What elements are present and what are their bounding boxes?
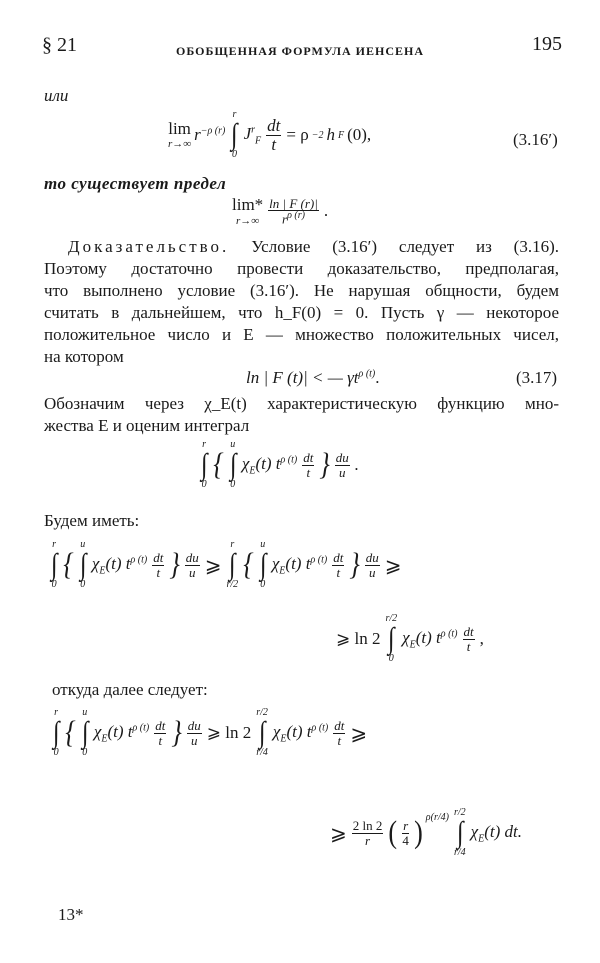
text-ili: или: [44, 86, 69, 105]
running-title: ОБОБЩЕННАЯ ФОРМУЛА ИЕНСЕНА: [176, 44, 425, 58]
text-budem: Будем иметь:: [44, 511, 140, 530]
lim-operator: lim r→∞: [168, 118, 192, 151]
section-number: § 21: [42, 34, 77, 56]
text-exists-limit: то существует предел: [44, 174, 227, 193]
proof-paragraph: Доказательство. Условие (3.16′) следует из (3.16). Поэтому достаточно провести доказательство, предполагая, что выполнено условие (3.16′). Не нарушая общности, будем считать в дальнейшем, что h_F(0) = 0. Пусть γ — некоторое положительное число и E — множество положительных чисел, на котором: [44, 237, 560, 366]
inequality-1-line-1: r ∫ 0 { u ∫ 0 $\chi_E(t)$ $t^{\rho (t)}$ $\frac{dt}{t}$ } $\frac{du}{u}$ ⩾ r ∫ r/2 { u ∫ 0 $\chi_E(t)$ $t^{\rho (t)}$ $\frac{dt}{t}$ } $\frac{du}{u}$ ⩾: [50, 539, 402, 590]
equation-3-16-prime: lim r→∞ $r^{-\rho (r)}$ r ∫ 0 $J^r_F$ $\frac{dt}{t}$ = ρ −2 h F (0),: [168, 109, 372, 160]
double-integral: r ∫ 0 { u ∫ 0 $\chi_E(t)$ $t^{\rho (t)}$ $\frac{dt}{t}$ } $\frac{du}{u}$ .: [200, 439, 359, 490]
inequality-2-line-2: ⩾ $\frac{2 \ln 2}{r}$ ( $\frac{r}{4}$ ) $^{\rho (r /4 )}$ r/2 ∫ r/4 $\chi_E(t)$ dt.: [330, 807, 523, 858]
page-number: 195: [532, 33, 562, 55]
inequality-1-line-2: ⩾ ln 2 r/2 ∫ 0 $\chi_E(t)$ $t^{\rho (t)}$ $\frac{dt}{t}$ ,: [336, 613, 484, 664]
inequality-2-line-1: r ∫ 0 { u ∫ 0 $\chi_E(t)$ $t^{\rho (t)}$ $\frac{dt}{t}$ } $\frac{du}{u}$ ⩾ ln 2 r/2 ∫ r/4 $\chi_E(t)$ $t^{\rho (t)}$ $\frac{dt}{t}$ ⩾: [52, 707, 368, 758]
paragraph-chi: Обозначим через χ_E(t) характеристическую функцию мно- жества E и оценим интеграл: [44, 394, 559, 435]
signature-mark: 13*: [58, 905, 84, 924]
integral-sign: r ∫ 0: [231, 109, 238, 160]
equation-label: (3.16′): [513, 130, 558, 149]
text-otkuda: откуда далее следует:: [52, 680, 208, 699]
equation-3-17: ln | F (t)| < — $\gamma t^{\rho (t)}$.: [246, 368, 380, 387]
equation-lim-star: lim* r→∞ $\frac{\ln | F (r)|}{r^{\rho (r)}}$ .: [232, 195, 329, 227]
equation-label: (3.17): [516, 368, 558, 387]
